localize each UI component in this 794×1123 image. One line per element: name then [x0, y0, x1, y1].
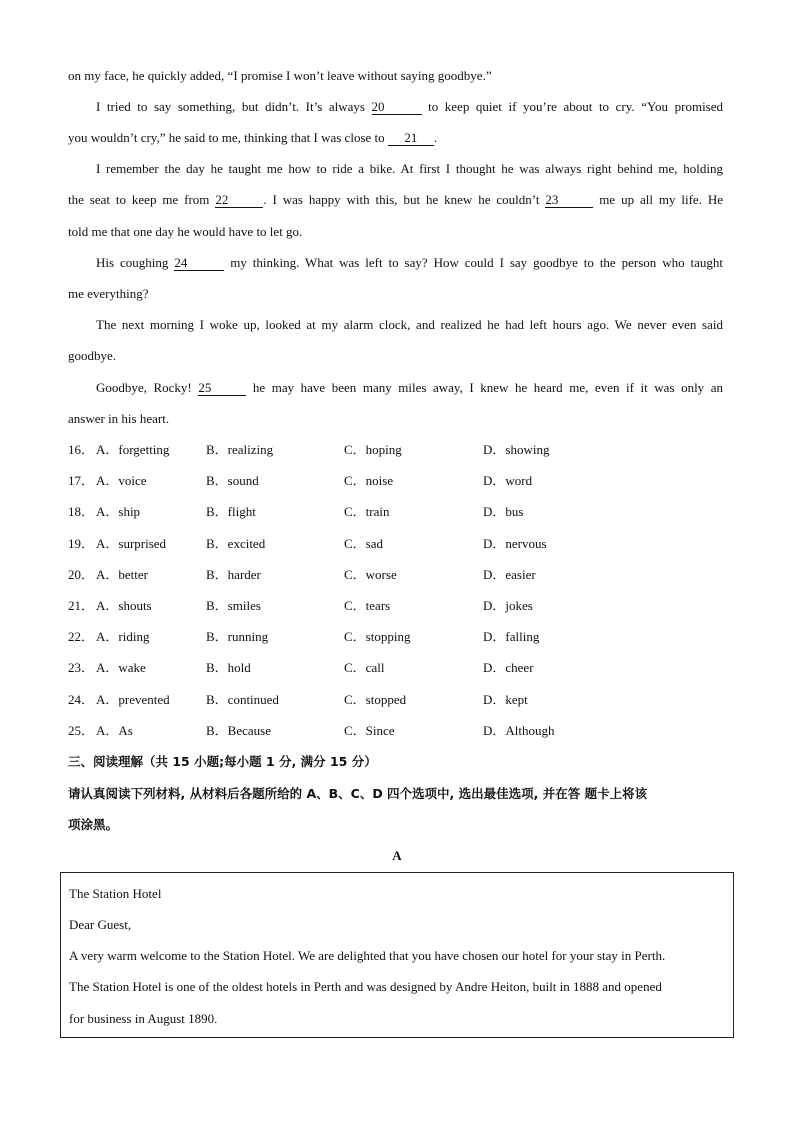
passage-line: me everything?: [68, 286, 149, 301]
option-b: B．continued: [206, 692, 279, 707]
passage-text: he may have been many miles away, I knew he heard me, even if it was only an: [252, 380, 724, 395]
passage-line: answer in his heart.: [68, 411, 170, 426]
option-c: C．noise: [344, 473, 394, 488]
question-number: 19．: [68, 536, 95, 551]
question-number: 20．: [68, 567, 95, 582]
passage-line: goodbye.: [68, 348, 117, 363]
option-d: D．nervous: [483, 536, 547, 551]
option-d: D．showing: [483, 442, 550, 457]
option-d: D．easier: [483, 567, 536, 582]
option-c: C．stopped: [344, 692, 407, 707]
option-d: D．kept: [483, 692, 528, 707]
option-b: B．hold: [206, 660, 251, 675]
option-a: A．ship: [96, 504, 141, 519]
option-a: A．shouts: [96, 598, 152, 613]
option-d: D．falling: [483, 629, 540, 644]
blank-21: 21: [388, 131, 434, 146]
passage-line: on my face, he quickly added, “I promise I won’t leave without saying goodbye.”: [68, 68, 492, 83]
section-heading: 三、阅读理解（共 15 小题;每小题 1 分, 满分 15 分）: [68, 754, 377, 769]
passage-text: my thinking. What was left to say? How could I say goodbye to the person who taught: [230, 255, 724, 270]
letter-line: A very warm welcome to the Station Hotel. We are delighted that you have chosen our hotel for your stay in Perth.: [69, 948, 666, 963]
section-instructions: 请认真阅读下列材料, 从材料后各题所给的 A、B、C、D 四个选项中, 选出最佳选项, 并在答 题卡上将该: [68, 786, 648, 801]
passage-line: [96, 380, 723, 396]
option-b: B．harder: [206, 567, 261, 582]
passage-line: [68, 130, 437, 146]
option-d: D．jokes: [483, 598, 533, 613]
letter-line: Dear Guest,: [69, 917, 132, 932]
passage-text: . I was happy with this, but he knew he couldn’t: [263, 192, 540, 207]
section-instructions: 项涂黑。: [68, 817, 119, 832]
question-number: 25．: [68, 723, 95, 738]
option-a: A．prevented: [96, 692, 170, 707]
passage-line: [68, 192, 723, 208]
option-d: D．bus: [483, 504, 524, 519]
blank-25: 25: [198, 381, 246, 396]
passage-line: I remember the day he taught me how to ride a bike. At first I thought he was always right behind me, holding: [96, 161, 723, 176]
question-number: 22．: [68, 629, 95, 644]
letter-line: The Station Hotel: [69, 886, 162, 901]
passage-text: to keep quiet if you’re about to cry. “You promised: [428, 99, 724, 114]
option-b: B．flight: [206, 504, 256, 519]
option-a: A．forgetting: [96, 442, 170, 457]
passage-label: A: [392, 848, 402, 863]
option-a: A．wake: [96, 660, 146, 675]
passage-text: .: [433, 130, 438, 145]
option-c: C．Since: [344, 723, 395, 738]
passage-text: me up all my life. He: [599, 192, 724, 207]
passage-line: The next morning I woke up, looked at my alarm clock, and realized he had left hours ago. We never even said: [96, 317, 723, 332]
option-b: B．Because: [206, 723, 271, 738]
letter-line: for business in August 1890.: [69, 1011, 218, 1026]
passage-text: Goodbye, Rocky!: [96, 380, 192, 395]
option-a: A．voice: [96, 473, 147, 488]
option-d: D．cheer: [483, 660, 534, 675]
passage-text: the seat to keep me from: [68, 192, 210, 207]
passage-line: [96, 99, 723, 115]
question-number: 21．: [68, 598, 95, 613]
option-b: B．realizing: [206, 442, 274, 457]
question-number: 18．: [68, 504, 95, 519]
option-c: C．worse: [344, 567, 397, 582]
option-c: C．call: [344, 660, 385, 675]
question-number: 16．: [68, 442, 95, 457]
passage-text: I tried to say something, but didn’t. It’s always: [96, 99, 365, 114]
option-c: C．hoping: [344, 442, 402, 457]
option-b: B．running: [206, 629, 269, 644]
passage-line: [96, 255, 723, 271]
option-d: D．word: [483, 473, 533, 488]
question-number: 23．: [68, 660, 95, 675]
passage-line: told me that one day he would have to let go.: [68, 224, 303, 239]
option-a: A．surprised: [96, 536, 167, 551]
passage-text: His coughing: [96, 255, 169, 270]
option-b: B．smiles: [206, 598, 261, 613]
letter-line: The Station Hotel is one of the oldest hotels in Perth and was designed by Andre Heiton, built in 1888 and opened: [69, 979, 662, 994]
option-a: A．As: [96, 723, 133, 738]
question-number: 17．: [68, 473, 95, 488]
option-a: A．riding: [96, 629, 150, 644]
option-b: B．excited: [206, 536, 266, 551]
option-c: C．sad: [344, 536, 384, 551]
option-c: C．tears: [344, 598, 391, 613]
blank-22: 22: [215, 193, 263, 208]
blank-20: 20: [372, 100, 422, 115]
letter-box: [60, 872, 734, 1038]
option-c: C．train: [344, 504, 390, 519]
option-a: A．better: [96, 567, 148, 582]
blank-23: 23: [545, 193, 593, 208]
passage-text: you wouldn’t cry,” he said to me, thinking that I was close to: [68, 130, 385, 145]
option-d: D．Although: [483, 723, 555, 738]
option-c: C．stopping: [344, 629, 411, 644]
question-number: 24．: [68, 692, 95, 707]
option-b: B．sound: [206, 473, 259, 488]
blank-24: 24: [174, 256, 224, 271]
